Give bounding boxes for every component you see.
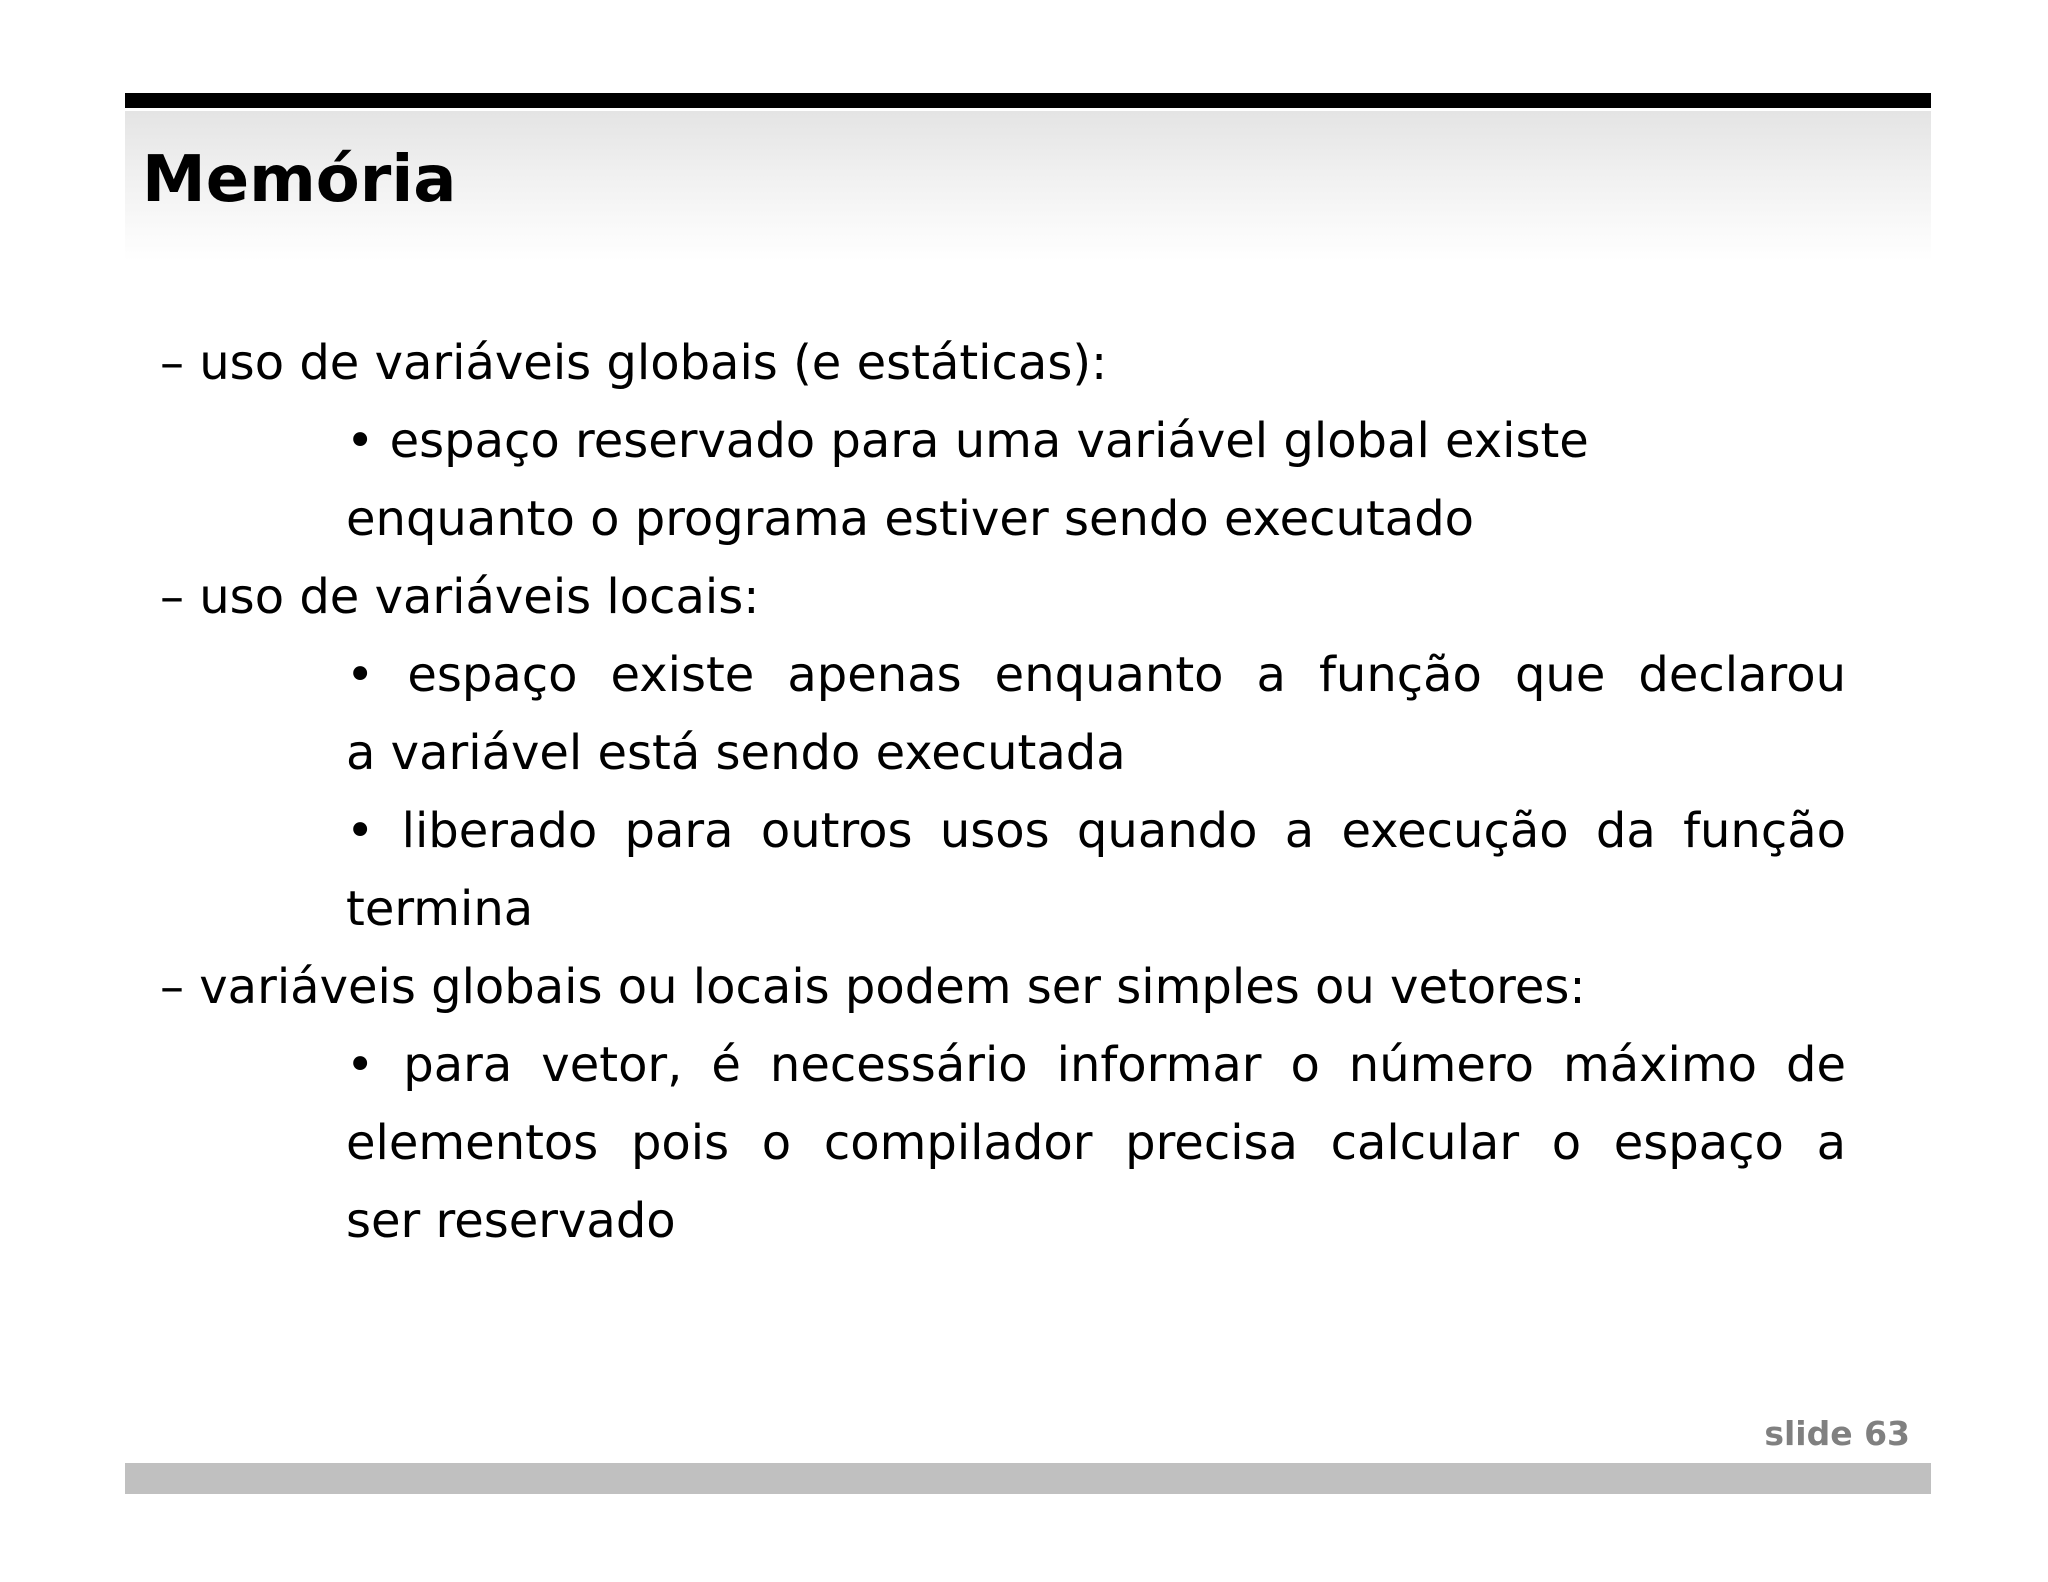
bullet-continuation: elementos pois o compilador precisa calcular o espaço a: [346, 1115, 1846, 1171]
bullet-level2: • liberado para outros usos quando a execução da função: [346, 803, 1846, 859]
bullet-continuation: enquanto o programa estiver sendo executado: [346, 491, 1475, 547]
bullet-level1: – variáveis globais ou locais podem ser simples ou vetores:: [160, 959, 1586, 1015]
top-rule: [125, 93, 1931, 108]
bullet-continuation: termina: [346, 881, 534, 937]
bullet-level1: – uso de variáveis locais:: [160, 569, 760, 625]
slide-title: Memória: [142, 143, 457, 217]
slide-number: slide 63: [1764, 1414, 1910, 1453]
bullet-level2: • para vetor, é necessário informar o número máximo de: [346, 1037, 1846, 1093]
bullet-continuation: ser reservado: [346, 1193, 676, 1249]
bullet-level2: • espaço reservado para uma variável global existe: [346, 413, 1589, 469]
bullet-level1: – uso de variáveis globais (e estáticas):: [160, 335, 1108, 391]
footer-bar: [125, 1463, 1931, 1494]
bullet-continuation: a variável está sendo executada: [346, 725, 1126, 781]
bullet-level2: • espaço existe apenas enquanto a função que declarou: [346, 647, 1846, 703]
